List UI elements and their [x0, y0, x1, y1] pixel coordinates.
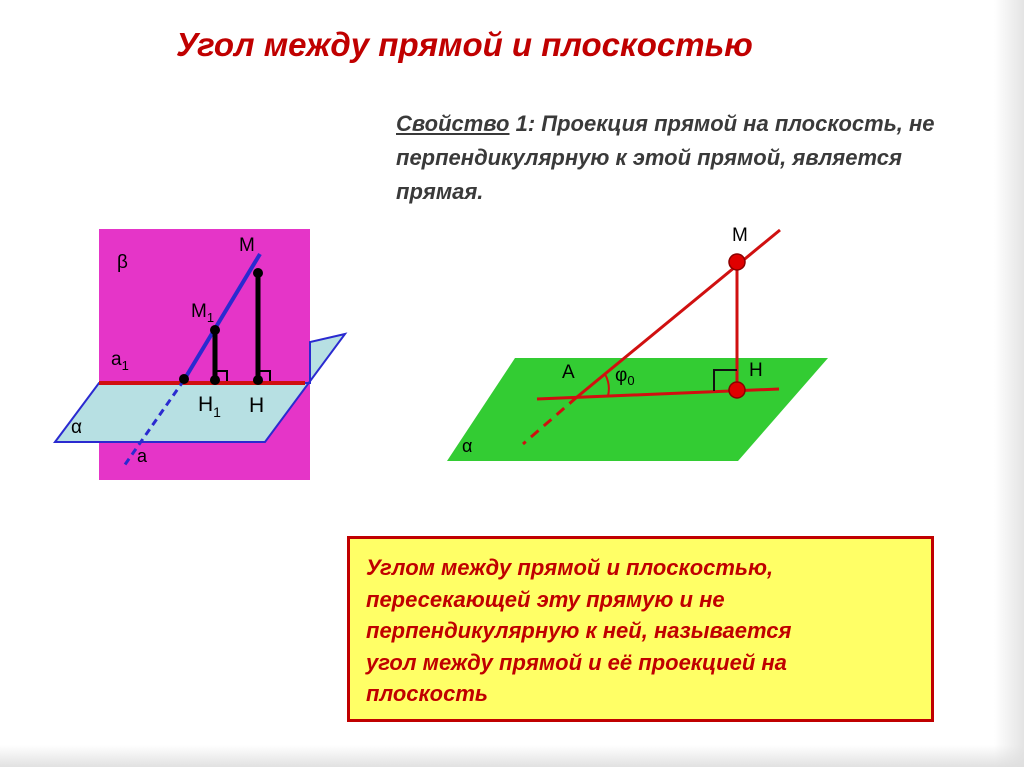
- definition-line-4: угол между прямой и её проекцией на: [366, 649, 787, 675]
- label-H-right: H: [749, 360, 763, 381]
- point-H-right: [729, 382, 745, 398]
- label-alpha-right: α: [462, 436, 473, 456]
- point-M-right: [729, 254, 745, 270]
- label-a: a: [137, 446, 148, 466]
- label-H-left: H: [249, 394, 265, 417]
- point-M1: [210, 325, 220, 335]
- label-A: A: [562, 362, 575, 383]
- right-figure: [447, 225, 828, 461]
- definition-line-5: плоскость: [366, 681, 488, 706]
- property-label: Свойство: [396, 111, 510, 136]
- label-M-left: M: [239, 235, 255, 256]
- definition-line-2: пересекающей эту прямую и не: [366, 586, 725, 612]
- label-M-right: M: [732, 225, 748, 246]
- point-H1: [210, 375, 220, 385]
- definition-line-1: Углом между прямой и плоскостью,: [366, 555, 774, 580]
- point-H-left: [253, 375, 263, 385]
- plane-alpha-right: [447, 358, 828, 461]
- label-a1: $a_1$: [111, 349, 129, 373]
- definition-box: [347, 536, 934, 722]
- left-figure: [55, 229, 345, 480]
- label-H1: $H_1$: [198, 393, 221, 420]
- point-M-left: [253, 268, 263, 278]
- point-intersection-left: [179, 374, 189, 384]
- label-M1: $M_1$: [191, 301, 215, 325]
- definition-line-3: перпендикулярную к ней, называется: [366, 618, 792, 643]
- label-phi0: $\varphi_0$: [615, 365, 635, 388]
- property-number: 1:: [509, 111, 536, 136]
- slide-title: Угол между прямой и плоскостью: [176, 26, 753, 63]
- label-beta: β: [117, 252, 128, 273]
- property-text: Проекция прямой на плоскость, не перпендикулярную к этой прямой, является прямая.: [396, 111, 935, 204]
- label-alpha-left: α: [71, 417, 82, 438]
